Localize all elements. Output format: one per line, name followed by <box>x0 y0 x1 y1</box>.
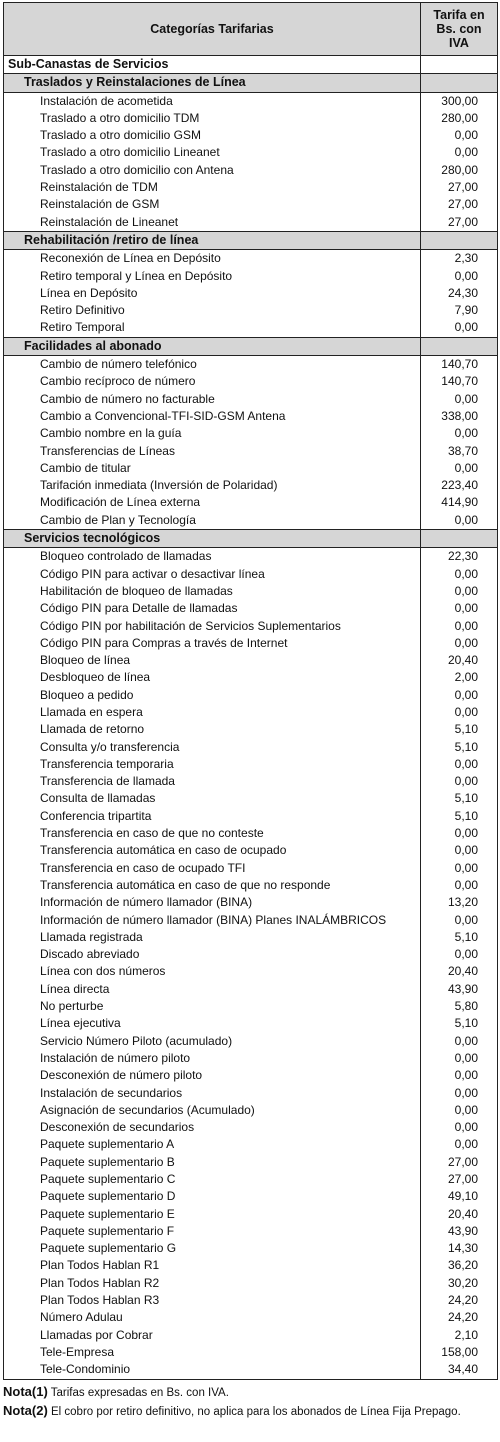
service-name: Servicio Número Piloto (acumulado) <box>4 1033 421 1050</box>
section-title: Traslados y Reinstalaciones de Línea <box>4 74 421 92</box>
service-rate: 30,20 <box>421 1275 498 1292</box>
table-row <box>4 356 498 374</box>
service-name: Habilitación de bloqueo de llamadas <box>4 583 421 600</box>
service-name: Traslado a otro domicilio Lineanet <box>4 144 421 161</box>
table-row <box>4 877 498 894</box>
table-row <box>4 1015 498 1032</box>
main-section-empty-cell <box>421 56 498 74</box>
table-row <box>4 963 498 980</box>
table-row <box>4 494 498 511</box>
service-name: Reinstalación de GSM <box>4 196 421 213</box>
service-name: Consulta de llamadas <box>4 790 421 807</box>
main-section-title: Sub-Canastas de Servicios <box>4 56 421 74</box>
service-rate: 0,00 <box>421 1102 498 1119</box>
service-name: Paquete suplementario B <box>4 1154 421 1171</box>
service-rate: 0,00 <box>421 842 498 859</box>
service-rate: 27,00 <box>421 196 498 213</box>
table-row <box>4 756 498 773</box>
table-row <box>4 773 498 790</box>
table-row <box>4 512 498 530</box>
service-name: Bloqueo de línea <box>4 652 421 669</box>
section-title: Rehabilitación /retiro de línea <box>4 231 421 249</box>
table-row <box>4 842 498 859</box>
table-row <box>4 912 498 929</box>
table-row <box>4 460 498 477</box>
table-row <box>4 1275 498 1292</box>
section-header-row <box>4 231 498 249</box>
service-rate: 414,90 <box>421 494 498 511</box>
service-rate: 0,00 <box>421 268 498 285</box>
table-row <box>4 600 498 617</box>
service-rate: 20,40 <box>421 963 498 980</box>
service-rate: 0,00 <box>421 618 498 635</box>
service-rate: 0,00 <box>421 391 498 408</box>
table-row <box>4 443 498 460</box>
tariff-document <box>3 2 497 1421</box>
table-row <box>4 477 498 494</box>
service-name: Reinstalación de Lineanet <box>4 214 421 232</box>
service-name: Traslado a otro domicilio con Antena <box>4 162 421 179</box>
service-rate: 338,00 <box>421 408 498 425</box>
service-rate: 20,40 <box>421 652 498 669</box>
service-rate: 0,00 <box>421 600 498 617</box>
service-name: Bloqueo a pedido <box>4 687 421 704</box>
service-name: Tele-Empresa <box>4 1344 421 1361</box>
service-rate: 0,00 <box>421 1085 498 1102</box>
table-row <box>4 1136 498 1153</box>
note-label: Nota(1) <box>3 1383 48 1399</box>
table-row <box>4 1344 498 1361</box>
service-rate: 280,00 <box>421 110 498 127</box>
table-row <box>4 214 498 232</box>
table-row <box>4 373 498 390</box>
table-row <box>4 894 498 911</box>
table-row <box>4 1085 498 1102</box>
service-rate: 2,00 <box>421 669 498 686</box>
service-name: Tele-Condominio <box>4 1361 421 1379</box>
table-row <box>4 144 498 161</box>
service-name: Transferencias de Líneas <box>4 443 421 460</box>
service-rate: 0,00 <box>421 1050 498 1067</box>
service-name: Plan Todos Hablan R1 <box>4 1257 421 1274</box>
table-row <box>4 1361 498 1379</box>
service-name: Cambio recíproco de número <box>4 373 421 390</box>
service-name: Paquete suplementario A <box>4 1136 421 1153</box>
section-title: Servicios tecnológicos <box>4 530 421 548</box>
table-row <box>4 285 498 302</box>
table-row <box>4 583 498 600</box>
service-name: Transferencia automática en caso de que no responde <box>4 877 421 894</box>
service-name: Transferencia en caso de que no conteste <box>4 825 421 842</box>
service-name: Desbloqueo de línea <box>4 669 421 686</box>
service-name: Conferencia tripartita <box>4 808 421 825</box>
service-rate: 0,00 <box>421 912 498 929</box>
service-name: Cambio de Plan y Tecnología <box>4 512 421 530</box>
table-row <box>4 196 498 213</box>
service-name: Tarifación inmediata (Inversión de Polaridad) <box>4 477 421 494</box>
section-header-row <box>4 337 498 355</box>
service-name: Llamada de retorno <box>4 721 421 738</box>
service-name: Cambio a Convencional-TFI-SID-GSM Antena <box>4 408 421 425</box>
service-name: Llamada registrada <box>4 929 421 946</box>
service-rate: 20,40 <box>421 1206 498 1223</box>
header-category: Categorías Tarifarias <box>4 3 421 56</box>
service-rate: 2,10 <box>421 1327 498 1344</box>
table-row <box>4 1102 498 1119</box>
service-rate: 5,80 <box>421 998 498 1015</box>
table-row <box>4 162 498 179</box>
service-name: Instalación de secundarios <box>4 1085 421 1102</box>
service-rate: 0,00 <box>421 566 498 583</box>
service-name: Código PIN para Detalle de llamadas <box>4 600 421 617</box>
service-rate: 5,10 <box>421 721 498 738</box>
service-name: Paquete suplementario D <box>4 1188 421 1205</box>
service-rate: 14,30 <box>421 1240 498 1257</box>
service-rate: 0,00 <box>421 704 498 721</box>
note-text: Tarifas expresadas en Bs. con IVA. <box>50 1386 229 1399</box>
service-name: Número Adulau <box>4 1309 421 1326</box>
service-rate: 0,00 <box>421 1119 498 1136</box>
table-row <box>4 790 498 807</box>
section-empty-cell <box>421 337 498 355</box>
service-rate: 24,20 <box>421 1292 498 1309</box>
service-name: Discado abreviado <box>4 946 421 963</box>
service-rate: 0,00 <box>421 773 498 790</box>
service-rate: 0,00 <box>421 877 498 894</box>
table-row <box>4 1327 498 1344</box>
service-name: Línea ejecutiva <box>4 1015 421 1032</box>
section-header-row <box>4 530 498 548</box>
table-row <box>4 250 498 268</box>
table-row <box>4 1188 498 1205</box>
service-name: Retiro Temporal <box>4 319 421 337</box>
service-name: Consulta y/o transferencia <box>4 739 421 756</box>
table-row <box>4 652 498 669</box>
table-row <box>4 687 498 704</box>
service-rate: 27,00 <box>421 214 498 232</box>
service-name: Retiro Definitivo <box>4 302 421 319</box>
table-row <box>4 721 498 738</box>
service-rate: 140,70 <box>421 356 498 374</box>
service-rate: 7,90 <box>421 302 498 319</box>
table-row <box>4 1033 498 1050</box>
service-rate: 24,20 <box>421 1309 498 1326</box>
service-name: Traslado a otro domicilio TDM <box>4 110 421 127</box>
service-rate: 0,00 <box>421 425 498 442</box>
table-row <box>4 268 498 285</box>
service-rate: 5,10 <box>421 790 498 807</box>
table-row <box>4 408 498 425</box>
service-rate: 0,00 <box>421 583 498 600</box>
service-name: Asignación de secundarios (Acumulado) <box>4 1102 421 1119</box>
service-rate: 280,00 <box>421 162 498 179</box>
table-header-row <box>4 3 498 56</box>
service-name: Traslado a otro domicilio GSM <box>4 127 421 144</box>
table-row <box>4 808 498 825</box>
table-row <box>4 319 498 337</box>
note-text: El cobro por retiro definitivo, no aplica para los abonados de Línea Fija Prepago. <box>50 1405 461 1418</box>
service-rate: 5,10 <box>421 929 498 946</box>
main-section-row <box>4 56 498 74</box>
service-rate: 27,00 <box>421 1171 498 1188</box>
service-name: Bloqueo controlado de llamadas <box>4 548 421 566</box>
service-rate: 43,90 <box>421 981 498 998</box>
table-row <box>4 1154 498 1171</box>
service-rate: 0,00 <box>421 687 498 704</box>
table-row <box>4 669 498 686</box>
service-rate: 5,10 <box>421 1015 498 1032</box>
table-row <box>4 998 498 1015</box>
service-name: Línea en Depósito <box>4 285 421 302</box>
table-row <box>4 127 498 144</box>
service-rate: 0,00 <box>421 1136 498 1153</box>
service-rate: 22,30 <box>421 548 498 566</box>
service-rate: 158,00 <box>421 1344 498 1361</box>
table-row <box>4 1206 498 1223</box>
header-rate: Tarifa en Bs. con IVA <box>421 3 498 56</box>
service-name: Cambio nombre en la guía <box>4 425 421 442</box>
service-rate: 24,30 <box>421 285 498 302</box>
service-name: Información de número llamador (BINA) <box>4 894 421 911</box>
service-rate: 49,10 <box>421 1188 498 1205</box>
service-name: Transferencia temporaria <box>4 756 421 773</box>
service-rate: 0,00 <box>421 319 498 337</box>
table-row <box>4 1240 498 1257</box>
table-row <box>4 929 498 946</box>
service-name: Llamadas por Cobrar <box>4 1327 421 1344</box>
service-name: Llamada en espera <box>4 704 421 721</box>
table-row <box>4 425 498 442</box>
note-1 <box>3 1383 497 1402</box>
service-name: Código PIN para Compras a través de Internet <box>4 635 421 652</box>
service-name: Modificación de Línea externa <box>4 494 421 511</box>
service-rate: 140,70 <box>421 373 498 390</box>
service-name: Transferencia en caso de ocupado TFI <box>4 860 421 877</box>
note-label: Nota(2) <box>3 1402 48 1418</box>
table-row <box>4 548 498 566</box>
service-name: Línea directa <box>4 981 421 998</box>
table-row <box>4 946 498 963</box>
service-rate: 0,00 <box>421 512 498 530</box>
service-name: Código PIN por habilitación de Servicios Suplementarios <box>4 618 421 635</box>
table-row <box>4 1067 498 1084</box>
service-rate: 0,00 <box>421 460 498 477</box>
service-name: Instalación de acometida <box>4 92 421 110</box>
table-row <box>4 566 498 583</box>
table-row <box>4 92 498 110</box>
table-row <box>4 704 498 721</box>
table-row <box>4 391 498 408</box>
service-name: Retiro temporal y Línea en Depósito <box>4 268 421 285</box>
service-rate: 27,00 <box>421 179 498 196</box>
table-row <box>4 981 498 998</box>
service-rate: 0,00 <box>421 144 498 161</box>
table-row <box>4 1292 498 1309</box>
table-row <box>4 635 498 652</box>
service-name: Plan Todos Hablan R2 <box>4 1275 421 1292</box>
service-rate: 0,00 <box>421 860 498 877</box>
section-empty-cell <box>421 231 498 249</box>
table-row <box>4 179 498 196</box>
service-rate: 5,10 <box>421 808 498 825</box>
service-name: Transferencia de llamada <box>4 773 421 790</box>
service-rate: 36,20 <box>421 1257 498 1274</box>
table-row <box>4 110 498 127</box>
service-rate: 0,00 <box>421 946 498 963</box>
service-name: Paquete suplementario C <box>4 1171 421 1188</box>
service-name: No perturbe <box>4 998 421 1015</box>
service-rate: 0,00 <box>421 825 498 842</box>
table-row <box>4 618 498 635</box>
service-name: Desconexión de secundarios <box>4 1119 421 1136</box>
service-name: Información de número llamador (BINA) Planes INALÁMBRICOS <box>4 912 421 929</box>
service-rate: 2,30 <box>421 250 498 268</box>
table-row <box>4 825 498 842</box>
service-name: Instalación de número piloto <box>4 1050 421 1067</box>
note-2 <box>3 1402 497 1421</box>
table-row <box>4 1171 498 1188</box>
service-rate: 223,40 <box>421 477 498 494</box>
service-name: Paquete suplementario F <box>4 1223 421 1240</box>
service-name: Reinstalación de TDM <box>4 179 421 196</box>
service-rate: 0,00 <box>421 635 498 652</box>
service-name: Desconexión de número piloto <box>4 1067 421 1084</box>
service-rate: 300,00 <box>421 92 498 110</box>
service-rate: 43,90 <box>421 1223 498 1240</box>
service-name: Cambio de número no facturable <box>4 391 421 408</box>
table-row <box>4 302 498 319</box>
service-rate: 13,20 <box>421 894 498 911</box>
table-body <box>4 56 498 1380</box>
service-name: Paquete suplementario G <box>4 1240 421 1257</box>
notes <box>3 1383 497 1421</box>
service-rate: 0,00 <box>421 1067 498 1084</box>
section-empty-cell <box>421 530 498 548</box>
table-row <box>4 1257 498 1274</box>
tariff-table <box>3 2 498 1380</box>
table-row <box>4 1223 498 1240</box>
section-title: Facilidades al abonado <box>4 337 421 355</box>
service-name: Línea con dos números <box>4 963 421 980</box>
service-name: Reconexión de Línea en Depósito <box>4 250 421 268</box>
section-empty-cell <box>421 74 498 92</box>
service-name: Transferencia automática en caso de ocupado <box>4 842 421 859</box>
service-rate: 34,40 <box>421 1361 498 1379</box>
service-name: Cambio de número telefónico <box>4 356 421 374</box>
service-rate: 38,70 <box>421 443 498 460</box>
table-row <box>4 739 498 756</box>
service-name: Cambio de titular <box>4 460 421 477</box>
table-row <box>4 1119 498 1136</box>
service-rate: 5,10 <box>421 739 498 756</box>
section-header-row <box>4 74 498 92</box>
service-name: Plan Todos Hablan R3 <box>4 1292 421 1309</box>
service-name: Código PIN para activar o desactivar línea <box>4 566 421 583</box>
table-row <box>4 860 498 877</box>
service-name: Paquete suplementario E <box>4 1206 421 1223</box>
service-rate: 27,00 <box>421 1154 498 1171</box>
service-rate: 0,00 <box>421 127 498 144</box>
service-rate: 0,00 <box>421 1033 498 1050</box>
table-row <box>4 1050 498 1067</box>
table-row <box>4 1309 498 1326</box>
service-rate: 0,00 <box>421 756 498 773</box>
